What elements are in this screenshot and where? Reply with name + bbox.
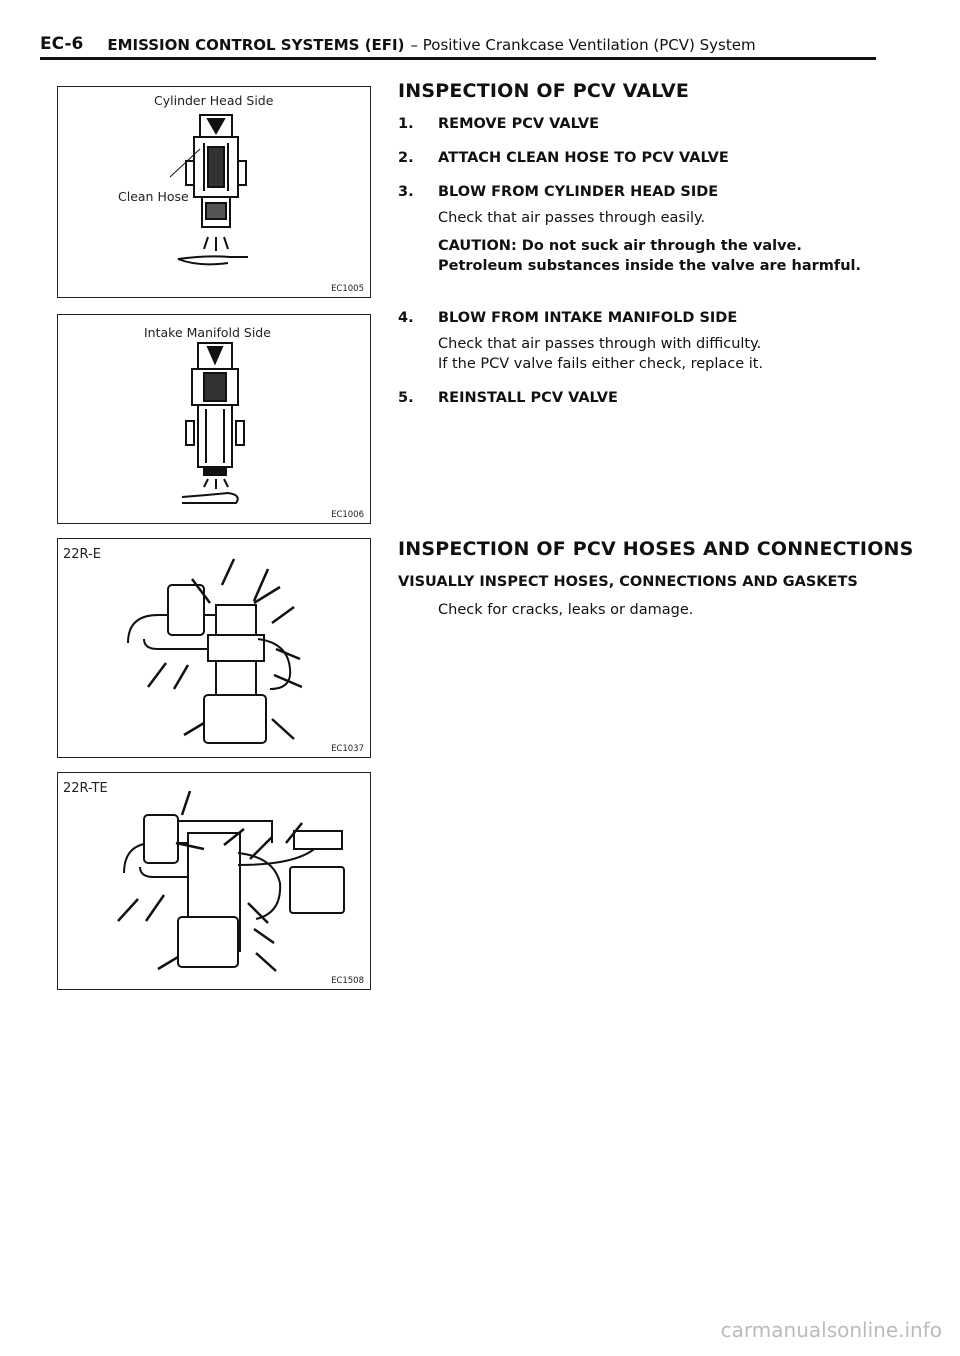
figure-code: EC1037 [331, 744, 364, 754]
caution-line-1: CAUTION: Do not suck air through the valve. [438, 238, 802, 254]
pcv-valve-section-title: INSPECTION OF PCV VALVE [398, 80, 690, 102]
header-subtitle: – Positive Crankcase Ventilation (PCV) System [410, 36, 756, 54]
hoses-subtitle: VISUALLY INSPECT HOSES, CONNECTIONS AND GASKETS [398, 574, 858, 590]
caution-line-2: Petroleum substances inside the valve are harmful. [438, 258, 862, 274]
step-attach-clean-hose: 2. ATTACH CLEAN HOSE TO PCV VALVE [398, 150, 729, 166]
figure-caption: Cylinder Head Side [154, 93, 274, 108]
figure-intake-manifold-side [57, 314, 371, 524]
hoses-description: Check for cracks, leaks or damage. [438, 602, 694, 618]
step3-description: Check that air passes through easily. [438, 210, 706, 226]
page-header [40, 34, 876, 60]
step-reinstall-pcv-valve: 5. REINSTALL PCV VALVE [398, 390, 618, 406]
hoses-section-title: INSPECTION OF PCV HOSES AND CONNECTIONS [398, 538, 914, 560]
step4-description-1: Check that air passes through with difficulty. [438, 336, 762, 352]
page-code: EC-6 [40, 34, 84, 54]
engine-label: 22R-E [63, 547, 101, 562]
pcv-hose-layout-illustration [58, 539, 370, 757]
step-blow-cylinder-head-side: 3. BLOW FROM CYLINDER HEAD SIDE [398, 184, 719, 200]
figure-code: EC1508 [331, 976, 364, 986]
engine-label: 22R-TE [63, 781, 108, 796]
header-title: EMISSION CONTROL SYSTEMS (EFI) [107, 36, 405, 54]
figure-cylinder-head-side [57, 86, 371, 298]
pcv-hose-layout-illustration [58, 773, 370, 989]
step4-description-2: If the PCV valve fails either check, replace it. [438, 356, 764, 372]
watermark: carmanualsonline.info [720, 1318, 942, 1342]
figure-22r-te [57, 772, 371, 990]
figure-caption: Intake Manifold Side [144, 325, 271, 340]
pcv-valve-illustration [58, 87, 370, 297]
clean-hose-label: Clean Hose [118, 189, 189, 204]
figure-22r-e [57, 538, 371, 758]
figure-code: EC1006 [331, 510, 364, 520]
pcv-valve-illustration [58, 315, 370, 523]
step-remove-pcv-valve: 1. REMOVE PCV VALVE [398, 116, 599, 132]
figure-code: EC1005 [331, 284, 364, 294]
step-blow-intake-manifold-side: 4. BLOW FROM INTAKE MANIFOLD SIDE [398, 310, 738, 326]
